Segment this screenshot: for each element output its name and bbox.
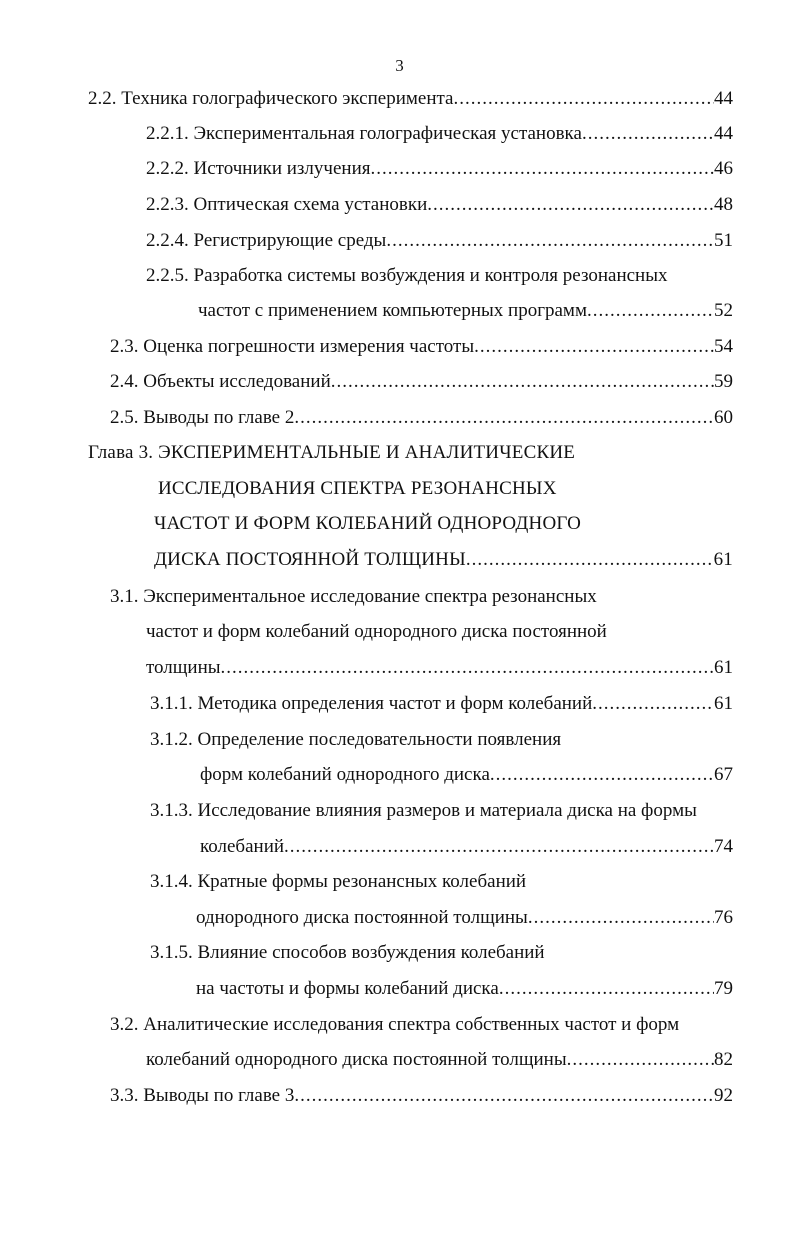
- toc-title: 2.3. Оценка погрешности измерения частоты: [110, 336, 475, 357]
- toc-title: однородного диска постоянной толщины: [196, 907, 528, 928]
- toc-entry-2-2-5: 2.2.5. Разработка системы возбуждения и контроля резонансных: [146, 265, 668, 286]
- toc-page: 51: [714, 230, 733, 251]
- toc-page: 67: [714, 764, 733, 785]
- toc-page: 54: [714, 336, 733, 357]
- toc-title: 2.2.1. Экспериментальная голографическая установка: [146, 123, 582, 144]
- toc-page: 59: [714, 371, 733, 392]
- dot-leader: [221, 655, 714, 681]
- toc-entry-2-2-5-cont: [198, 298, 733, 324]
- toc-entry-2-2-3: [146, 192, 733, 218]
- toc-chapter-3-line-2: ИССЛЕДОВАНИЯ СПЕКТРА РЕЗОНАНСНЫХ: [158, 478, 557, 499]
- toc-page: 82: [714, 1049, 733, 1070]
- dot-leader: [370, 156, 714, 182]
- dot-leader: [466, 547, 714, 573]
- toc-page: 44: [714, 123, 733, 144]
- toc-page: 76: [714, 907, 733, 928]
- toc-entry-3-2: 3.2. Аналитические исследования спектра собственных частот и форм: [110, 1014, 680, 1035]
- toc-page: 61: [714, 693, 733, 714]
- toc-entry-3-1-3: 3.1.3. Исследование влияния размеров и материала диска на формы: [150, 800, 697, 821]
- dot-leader: [592, 691, 714, 717]
- toc-entry-3-1-3-cont: [200, 834, 733, 860]
- toc-title: 2.2. Техника голографического эксперимента: [88, 88, 454, 109]
- toc-entry-3-3: [110, 1083, 733, 1109]
- toc-title: 2.5. Выводы по главе 2: [110, 407, 295, 428]
- dot-leader: [567, 1047, 714, 1073]
- toc-entry-3-1-2: 3.1.2. Определение последовательности появления: [150, 729, 562, 750]
- toc-entry-2-3: [110, 334, 733, 360]
- dot-leader: [427, 192, 714, 218]
- dot-leader: [490, 762, 714, 788]
- toc-title: колебаний однородного диска постоянной толщины: [146, 1049, 567, 1070]
- toc-entry-2-2-4: [146, 228, 733, 254]
- toc-title: частот с применением компьютерных программ: [198, 300, 587, 321]
- dot-leader: [582, 121, 714, 147]
- toc-title: 2.2.2. Источники излучения: [146, 158, 371, 179]
- toc-title: 3.1.1. Методика определения частот и форм колебаний: [150, 693, 593, 714]
- toc-page: 74: [714, 836, 733, 857]
- toc-entry-3-2-cont: [146, 1047, 733, 1073]
- toc-title: 2.2.3. Оптическая схема установки: [146, 194, 428, 215]
- dot-leader: [587, 298, 714, 324]
- toc-entry-3-1-1: [150, 691, 733, 717]
- toc-title: форм колебаний однородного диска: [200, 764, 490, 785]
- toc-page: 79: [714, 978, 733, 999]
- toc-chapter-3-line-1: Глава 3. ЭКСПЕРИМЕНТАЛЬНЫЕ И АНАЛИТИЧЕСКИЕ: [88, 442, 576, 463]
- toc-title: 2.4. Объекты исследований: [110, 371, 331, 392]
- toc-title: на частоты и формы колебаний диска: [196, 978, 499, 999]
- toc-title: колебаний: [200, 836, 285, 857]
- toc-entry-2-5: [110, 405, 733, 431]
- toc-chapter-3-line-4: [154, 547, 733, 573]
- dot-leader: [284, 834, 714, 860]
- toc-entry-3-1: 3.1. Экспериментальное исследование спектра резонансных: [110, 586, 597, 607]
- toc-entry-3-1-4: 3.1.4. Кратные формы резонансных колебаний: [150, 871, 527, 892]
- toc-entry-2-2-2: [146, 156, 733, 182]
- toc-title: 3.3. Выводы по главе 3: [110, 1085, 295, 1106]
- dot-leader: [474, 334, 714, 360]
- toc-page: 48: [714, 194, 733, 215]
- toc-title: ДИСКА ПОСТОЯННОЙ ТОЛЩИНЫ: [154, 549, 466, 570]
- toc-entry-2-2-1: [146, 121, 733, 147]
- toc-page: 46: [714, 158, 733, 179]
- dot-leader: [294, 1083, 714, 1109]
- toc-page: 61: [714, 657, 733, 678]
- dot-leader: [331, 369, 714, 395]
- toc-entry-2-2: [88, 86, 733, 112]
- toc-title: толщины: [146, 657, 221, 678]
- toc-page: 44: [714, 88, 733, 109]
- toc-entry-2-4: [110, 369, 733, 395]
- toc-page: 92: [714, 1085, 733, 1106]
- toc-entry-3-1-cont: частот и форм колебаний однородного диска постоянной: [146, 621, 607, 642]
- dot-leader: [294, 405, 714, 431]
- dot-leader: [499, 976, 714, 1002]
- page-number: 3: [395, 56, 404, 75]
- toc-page: 61: [713, 549, 733, 570]
- toc-entry-3-1-2-cont: [200, 762, 733, 788]
- toc-entry-3-1-5-cont: [196, 976, 733, 1002]
- toc-entry-3-1-4-cont: [196, 905, 733, 931]
- toc-chapter-3-line-3: ЧАСТОТ И ФОРМ КОЛЕБАНИЙ ОДНОРОДНОГО: [154, 513, 582, 534]
- toc-page: 52: [714, 300, 733, 321]
- toc-page: 60: [714, 407, 733, 428]
- dot-leader: [528, 905, 714, 931]
- dot-leader: [453, 86, 714, 112]
- toc-title: 2.2.4. Регистрирующие среды: [146, 230, 387, 251]
- toc-entry-3-1-cont-2: [146, 655, 733, 681]
- toc-entry-3-1-5: 3.1.5. Влияние способов возбуждения колебаний: [150, 942, 545, 963]
- dot-leader: [386, 228, 714, 254]
